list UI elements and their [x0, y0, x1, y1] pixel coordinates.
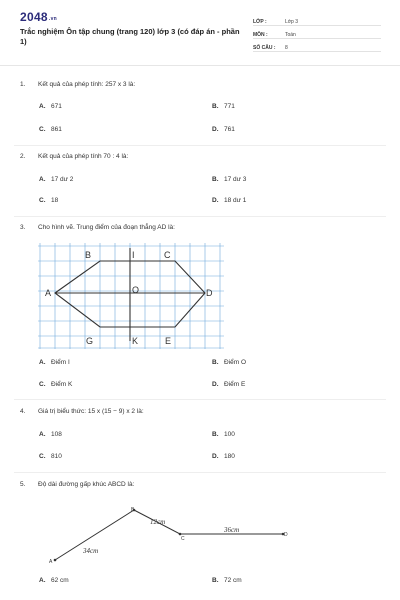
meta-row-count — [253, 40, 381, 52]
point-label-k: K — [132, 336, 139, 346]
option-q5-b[interactable]: B. 72 cm — [212, 577, 242, 584]
option-q4-d[interactable]: D. 180 — [212, 453, 235, 460]
point-label-g: G — [86, 336, 94, 346]
grid-lines — [38, 243, 224, 349]
option-q3-c[interactable]: C. Điểm K — [39, 381, 73, 388]
question-text: Độ dài đường gấp khúc ABCD là: — [38, 481, 135, 488]
option-q1-a[interactable]: A. 671 — [39, 103, 62, 110]
point-label-c: C — [164, 250, 171, 260]
option-q4-c[interactable]: C. 810 — [39, 453, 62, 460]
question-number: 3. — [20, 224, 26, 231]
option-q4-a[interactable]: A. 108 — [39, 431, 62, 438]
option-q3-a[interactable]: A. Điểm I — [39, 359, 70, 366]
meta-row-subject — [253, 27, 381, 39]
option-q2-d[interactable]: D. 18 dư 1 — [212, 197, 247, 204]
point-label-d: D — [284, 532, 288, 538]
option-q1-d[interactable]: D. 761 — [212, 126, 235, 133]
question-5 — [20, 481, 134, 488]
meta-value: Toán — [285, 32, 296, 38]
option-q1-c[interactable]: C. 861 — [39, 126, 62, 133]
point-label-a: A — [45, 288, 52, 298]
question-text: Kết quả của phép tính: 257 x 3 là: — [38, 81, 136, 88]
logo-suffix: .vn — [48, 16, 58, 22]
segment-length-cd: 36cm — [224, 526, 240, 534]
option-q2-b[interactable]: B. 17 dư 3 — [212, 176, 247, 183]
segment-length-ab: 34cm — [83, 547, 99, 555]
question-2 — [20, 153, 128, 160]
question-text: Giá trị biểu thức: 15 x (15 − 9) x 2 là: — [38, 408, 144, 415]
point-label-o: O — [132, 285, 140, 295]
worksheet-header — [0, 0, 400, 66]
divider — [14, 399, 386, 400]
option-q2-c[interactable]: C. 18 — [39, 197, 59, 204]
question-text: Kết quả của phép tính 70 : 4 là: — [38, 153, 129, 160]
site-logo[interactable] — [20, 10, 57, 24]
option-q5-a[interactable]: A. 62 cm — [39, 577, 69, 584]
question-3 — [20, 224, 175, 231]
point-label-a: A — [49, 559, 53, 565]
option-q1-b[interactable]: B. 771 — [212, 103, 235, 110]
meta-row-class — [253, 14, 381, 26]
meta-table — [253, 14, 381, 53]
question-4 — [20, 408, 144, 415]
meta-label: SỐ CÂU : — [253, 45, 276, 51]
point-label-d: D — [206, 288, 213, 298]
point-label-i: I — [132, 250, 135, 260]
question-number: 5. — [20, 481, 26, 488]
point-label-c: C — [181, 536, 185, 542]
question-number: 4. — [20, 408, 26, 415]
option-q2-a[interactable]: A. 17 dư 2 — [39, 176, 74, 183]
point-label-e: E — [165, 336, 172, 346]
meta-value: Lớp 3 — [285, 19, 299, 25]
option-q3-b[interactable]: B. Điểm O — [212, 359, 247, 366]
page-title: Trắc nghiệm Ôn tập chung (trang 120) lớp 3 (có đáp án - phần 1) — [20, 27, 240, 46]
point-label-b: B — [131, 507, 135, 513]
divider — [14, 216, 386, 217]
divider — [14, 472, 386, 473]
question-number: 1. — [20, 81, 26, 88]
logo-text: 2048 — [20, 10, 48, 24]
meta-value: 8 — [285, 45, 288, 51]
question-number: 2. — [20, 153, 26, 160]
divider — [14, 145, 386, 146]
meta-label: LỚP : — [253, 19, 267, 25]
question-text: Cho hình vẽ. Trung điểm của đoạn thẳng AD là: — [38, 224, 175, 231]
option-q4-b[interactable]: B. 100 — [212, 431, 235, 438]
segment-length-bc: 12cm — [150, 518, 166, 526]
point-label-b: B — [85, 250, 92, 260]
hexagon-grid-figure — [38, 243, 224, 349]
option-q3-d[interactable]: D. Điểm E — [212, 381, 246, 388]
polyline-figure — [44, 503, 294, 571]
question-1 — [20, 81, 135, 88]
meta-label: MÔN : — [253, 32, 268, 38]
hexagon-shape — [55, 248, 205, 341]
